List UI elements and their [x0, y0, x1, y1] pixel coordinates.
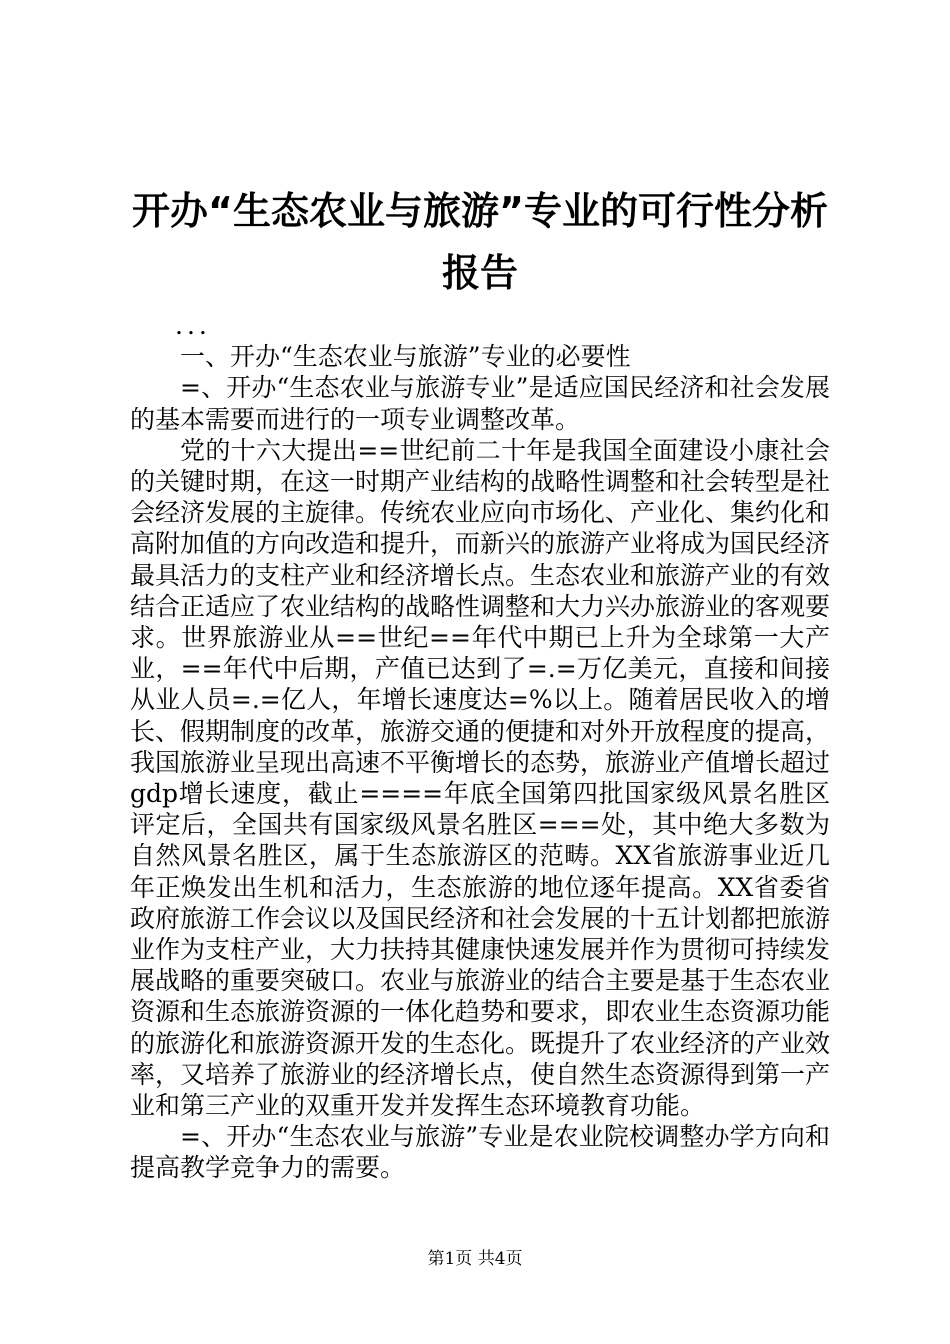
ellipsis-line: ...	[175, 311, 211, 340]
section-heading: 一、开办“生态农业与旅游”专业的必要性	[180, 342, 631, 372]
paragraph: 党的十六大提出==世纪前二十年是我国全面建设小康社会的关键时期，在这一时期产业结构的战略性调整和社会转型是社会经济发展的主旋律。传统农业应向市场化、产业化、集约化和高附加值的方向改造和提升，而新兴的旅游产业将成为国民经济最具活力的支柱产业和经济增长点。生态农业和旅游产业的有效结合正适应了农业结构的战略性调整和大力兴办旅游业的客观要求。世界旅游业从==世纪==年代中期已上升为全球第一大产业，==年代中后期，产值已达到了=.=万亿美元，直接和间接从业人员=.=亿人，年增长速度达=%以上。随着居民收入的增长、假期制度的改革，旅游交通的便捷和对外开放程度的提高，我国旅游业呈现出高速不平衡增长的态势，旅游业产值增长超过gdp增长速度，截止====年底全国第四批国家级风景名胜区评定后，全国共有国家级风景名胜区===处，其中绝大多数为自然风景名胜区，属于生态旅游区的范畴。XX省旅游事业近几年正焕发出生机和活力，生态旅游的地位逐年提高。XX省委省政府旅游工作会议以及国民经济和社会发展的十五计划都把旅游业作为支柱产业，大力扶持其健康快速发展并作为贯彻可持续发展战略的重要突破口。农业与旅游业的结合主要是基于生态农业资源和生态旅游资源的一体化趋势和要求，即农业生态资源功能的旅游化和旅游资源开发的生态化。既提升了农业经济的产业效率，又培养了旅游业的经济增长点，使自然生态资源得到第一产业和第三产业的双重开发并发挥生态环境教育功能。	[130, 435, 831, 1121]
page-footer: 第1页 共4页	[427, 1249, 523, 1269]
paragraph: =、开办“生态农业与旅游”专业是农业院校调整办学方向和提高教学竞争力的需要。	[130, 1122, 830, 1183]
document-title: 开办“生态农业与旅游”专业的可行性分析报告	[132, 189, 828, 295]
paragraph: =、开办“生态农业与旅游专业”是适应国民经济和社会发展的基本需要而进行的一项专业调整改革。	[130, 373, 830, 434]
document-body	[130, 310, 830, 1184]
